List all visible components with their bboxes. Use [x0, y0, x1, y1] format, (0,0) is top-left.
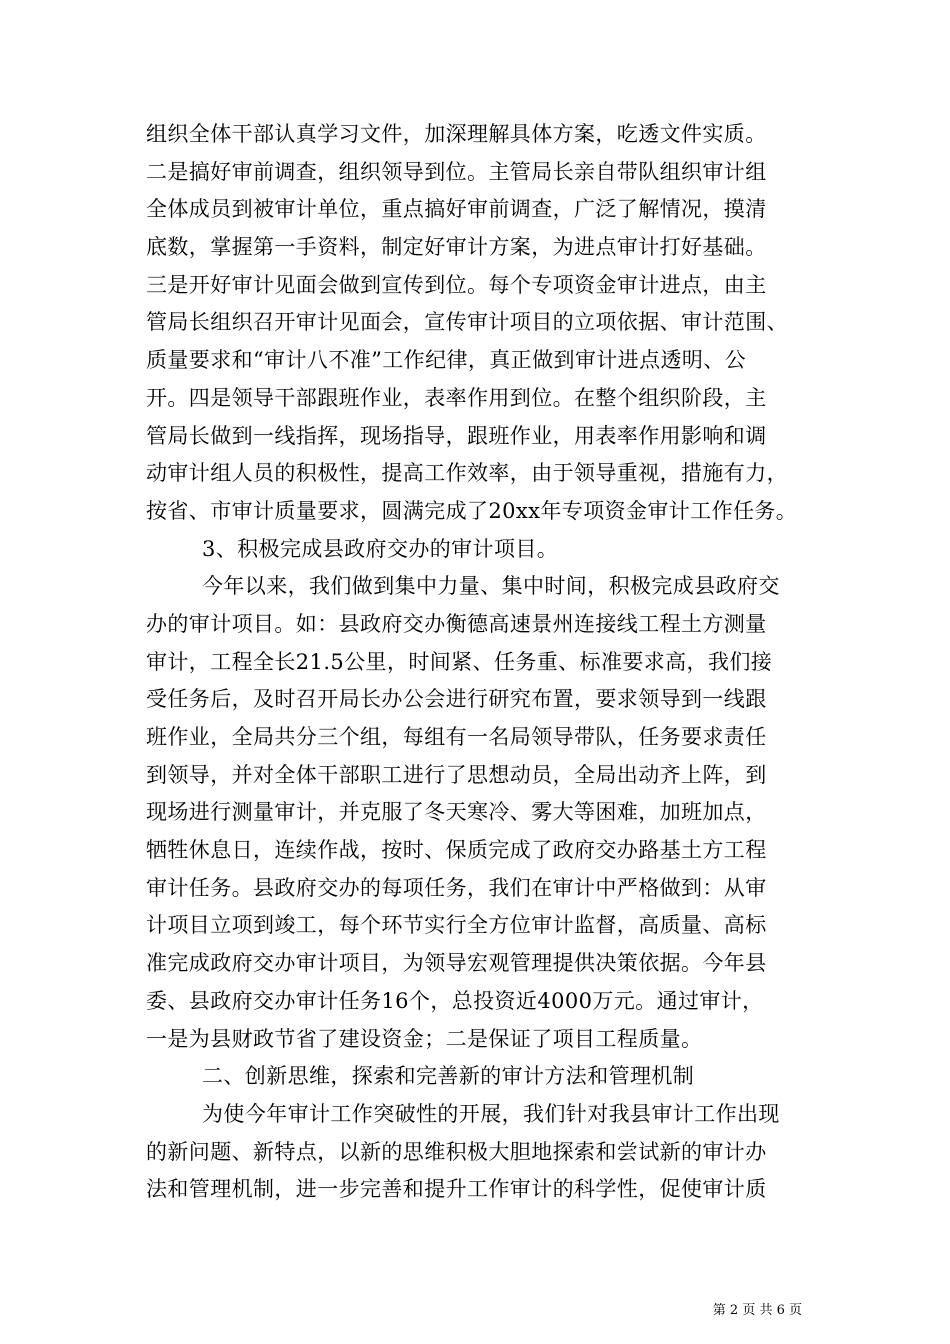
text-line: 委、县政府交办审计任务16个，总投资近4000万元。通过审计， [146, 988, 764, 1013]
text-line: 准完成政府交办审计项目，为领导宏观管理提供决策依据。今年县 [146, 951, 767, 976]
text-line: 全体成员到被审计单位，重点搞好审前调查，广泛了解情况，摸清 [146, 197, 767, 222]
text-line: 为使今年审计工作突破性的开展，我们针对我县审计工作出现 [202, 1101, 780, 1126]
text-line: 三是开好审计见面会做到宣传到位。每个专项资金审计进点，由主 [146, 272, 767, 297]
text-line: 办的审计项目。如：县政府交办衡德高速景州连接线工程土方测量 [146, 611, 767, 636]
text-line: 质量要求和“审计八不准”工作纪律，真正做到审计进点透明、公 [146, 348, 747, 373]
text-line: 开。四是领导干部跟班作业，表率作用到位。在整个组织阶段，主 [146, 385, 767, 410]
text-line: 动审计组人员的积极性，提高工作效率，由于领导重视，措施有力， [146, 461, 788, 486]
text-line: 二、创新思维，探索和完善新的审计方法和管理机制 [202, 1064, 695, 1089]
text-line: 现场进行测量审计，并克服了冬天寒冷、雾大等困难，加班加点， [146, 800, 767, 825]
text-line: 3、积极完成县政府交办的审计项目。 [202, 536, 559, 561]
text-line: 按省、市审计质量要求，圆满完成了20xx年专项资金审计工作任务。 [146, 498, 798, 523]
text-line: 受任务后，及时召开局长办公会进行研究布置，要求领导到一线跟 [146, 687, 767, 712]
text-line: 牺牲休息日，连续作战，按时、保质完成了政府交办路基土方工程 [146, 838, 767, 863]
text-line: 班作业，全局共分三个组，每组有一名局领导带队，任务要求责任 [146, 725, 767, 749]
text-line: 的新问题、新特点，以新的思维积极大胆地探索和尝试新的审计办 [146, 1139, 767, 1164]
text-line: 到领导，并对全体干部职工进行了思想动员，全局出动齐上阵，到 [146, 762, 767, 787]
page-number: 第 2 页 共 6 页 [712, 1303, 802, 1318]
text-line: 审计，工程全长21.5公里，时间紧、任务重、标准要求高，我们接 [146, 649, 773, 674]
text-line: 底数，掌握第一手资料，制定好审计方案，为进点审计打好基础。 [146, 235, 767, 260]
text-line: 管局长做到一线指挥，现场指导，跟班作业，用表率作用影响和调 [146, 423, 767, 448]
text-line: 计项目立项到竣工，每个环节实行全方位审计监督，高质量、高标 [146, 913, 767, 938]
text-line: 今年以来，我们做到集中力量、集中时间，积极完成县政府交 [202, 574, 780, 599]
text-line: 管局长组织召开审计见面会，宣传审计项目的立项依据、审计范围、 [146, 310, 788, 335]
text-line: 审计任务。县政府交办的每项任务，我们在审计中严格做到：从审 [146, 875, 767, 900]
body-text [146, 116, 806, 1209]
text-line: 一是为县财政节省了建设资金；二是保证了项目工程质量。 [146, 1026, 703, 1051]
text-line: 组织全体干部认真学习文件，加深理解具体方案，吃透文件实质。 [146, 122, 767, 146]
text-line: 二是搞好审前调查，组织领导到位。主管局长亲自带队组织审计组 [146, 159, 767, 184]
text-line: 法和管理机制，进一步完善和提升工作审计的科学性，促使审计质 [146, 1177, 767, 1202]
